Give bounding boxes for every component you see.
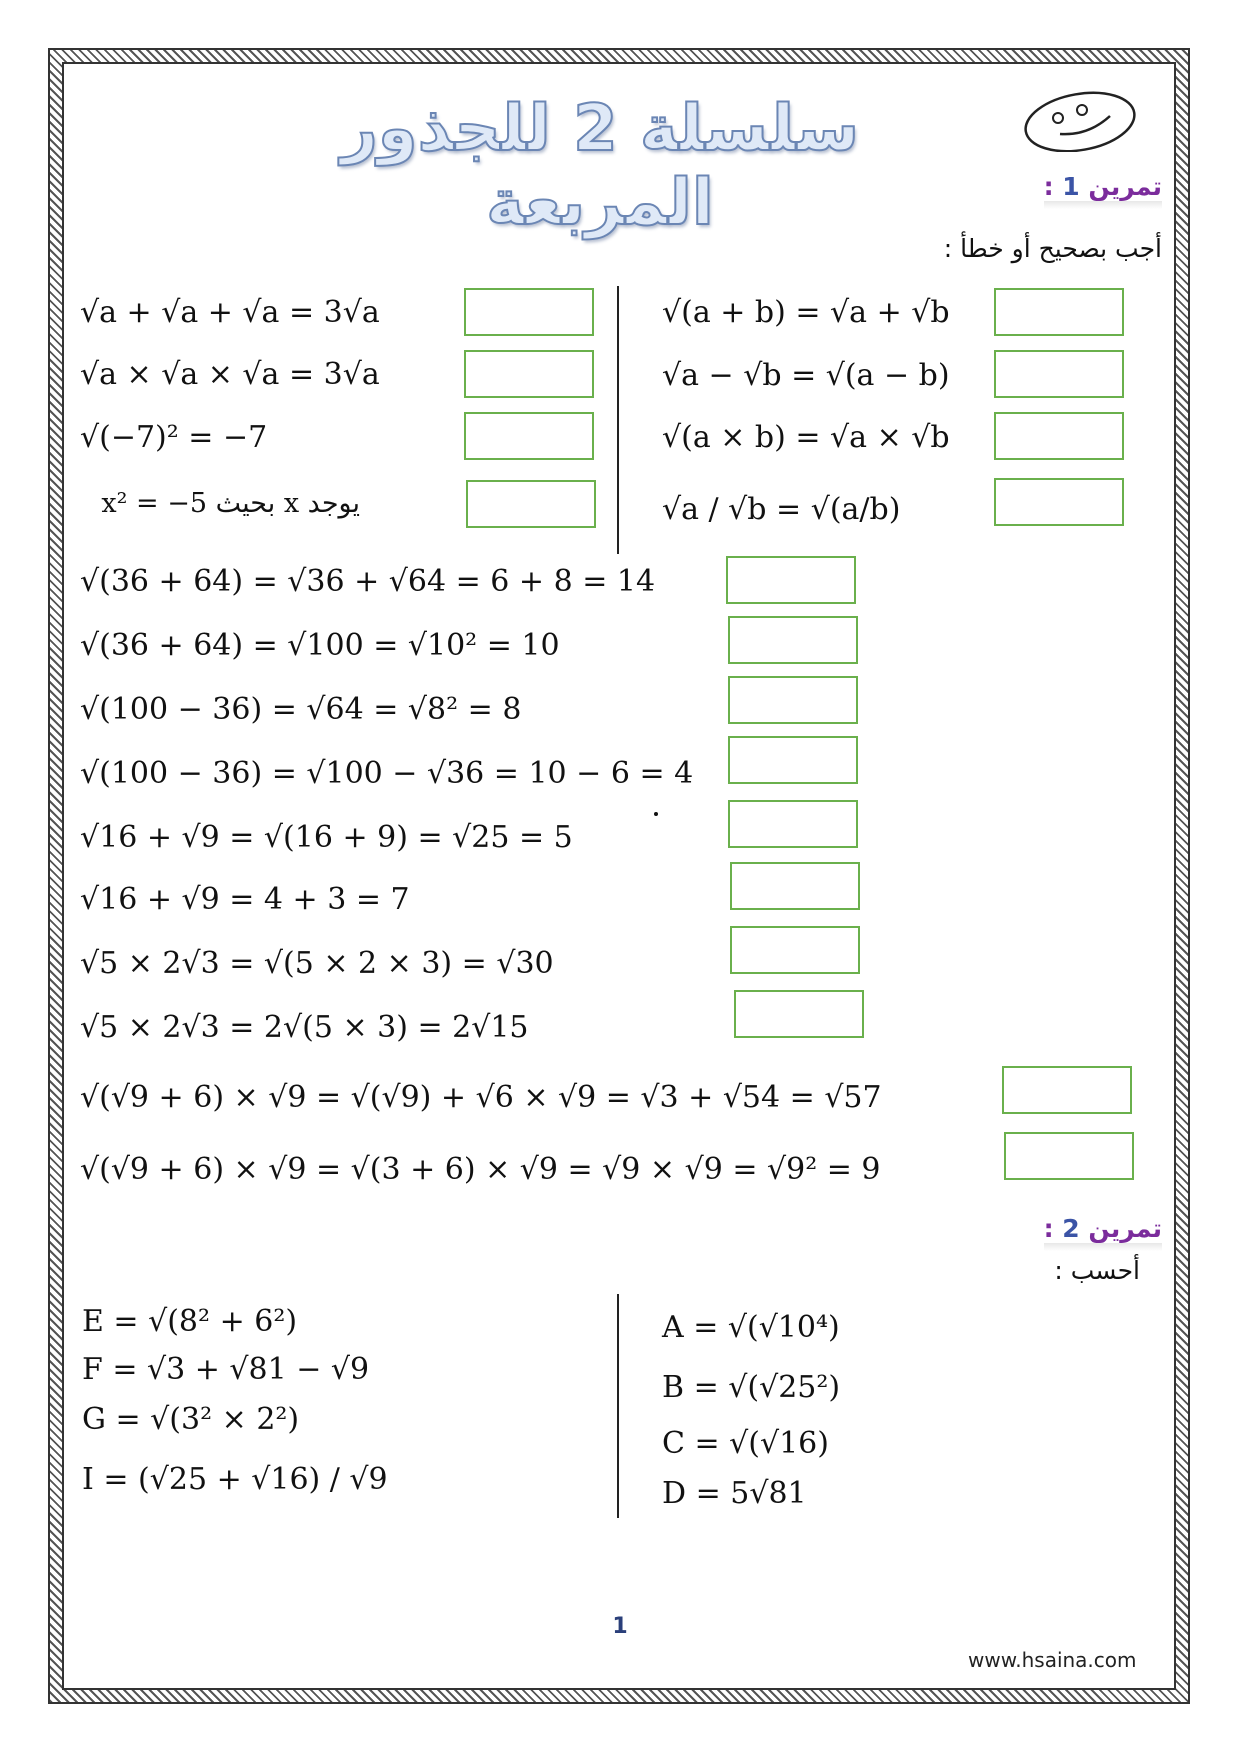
answer-box[interactable] <box>466 480 596 528</box>
exercise-2-left-item-text: I = (√25 + √16) / √9 <box>82 1462 388 1497</box>
exercise-1-full-item <box>80 626 560 666</box>
answer-box[interactable] <box>994 288 1124 336</box>
exercise-2-label: تمرين <box>1088 1214 1162 1243</box>
exercise-1-right-item <box>662 418 950 458</box>
exercise-2-left-item-text: G = √(3² × 2²) <box>82 1402 300 1437</box>
answer-box[interactable] <box>1004 1132 1134 1180</box>
exercise-2-left-item <box>82 1400 299 1440</box>
answer-box[interactable] <box>464 288 594 336</box>
smiley-face-icon <box>1020 88 1140 152</box>
exercise-1-full-item-text: √(36 + 64) = √36 + √64 = 6 + 8 = 14 <box>80 564 656 599</box>
exercise-1-full-item <box>80 754 693 794</box>
heading-underline <box>1044 1243 1162 1251</box>
exercise-2-right-item-text: C = √(√16) <box>662 1426 829 1461</box>
exercise-1-label: تمرين <box>1088 172 1162 201</box>
exercise-1-full-item-text: √(100 − 36) = √100 − √36 = 10 − 6 = 4 <box>80 756 694 791</box>
exercise-1-right-item <box>662 293 950 333</box>
exercise-2-left-item <box>82 1460 388 1500</box>
answer-box[interactable] <box>730 862 860 910</box>
exercise-1-left-item-text: √a + √a + √a = 3√a <box>80 295 380 330</box>
exercise-1-full-item-text: √(√9 + 6) × √9 = √(√9) + √6 × √9 = √3 + √54 = √57 <box>80 1080 882 1115</box>
answer-box[interactable] <box>728 736 858 784</box>
exercise-1-full-item <box>80 1150 881 1190</box>
exercise-1-heading <box>1044 172 1162 201</box>
answer-box[interactable] <box>1002 1066 1132 1114</box>
exercise-1-full-item <box>80 880 410 920</box>
exercise-1-full-item-text: √5 × 2√3 = 2√(5 × 3) = 2√15 <box>80 1010 529 1045</box>
stray-dot <box>654 812 658 816</box>
answer-box[interactable] <box>734 990 864 1038</box>
exercise-1-full-item <box>80 944 554 984</box>
exercise-2-right-item-text: A = √(√10⁴) <box>662 1310 840 1345</box>
exercise-2-right-item <box>662 1424 829 1464</box>
page-number: 1 <box>612 1614 628 1639</box>
exercise-1-right-item <box>662 356 950 396</box>
exercise-1-left-item <box>80 355 380 395</box>
answer-box[interactable] <box>728 676 858 724</box>
column-divider <box>617 286 619 554</box>
exercise-1-left-item <box>80 293 380 333</box>
exercise-2-heading <box>1044 1214 1162 1243</box>
exercise-1-full-item-text: √(100 − 36) = √64 = √8² = 8 <box>80 692 522 727</box>
exercise-1-right-item-text: √(a × b) = √a × √b <box>662 420 950 455</box>
answer-box[interactable] <box>994 412 1124 460</box>
exercise-1-right-item-text: √a / √b = √(a/b) <box>662 492 901 527</box>
exercise-1-full-item <box>80 1008 529 1048</box>
exercise-2-left-item <box>82 1302 297 1342</box>
exercise-2-left-item-text: E = √(8² + 6²) <box>82 1304 298 1339</box>
exercise-1-right-item-text: √a − √b = √(a − b) <box>662 358 950 393</box>
exercise-2-left-item-text: F = √3 + √81 − √9 <box>82 1352 370 1387</box>
exercise-2-right-item-text: D = 5√81 <box>662 1476 807 1511</box>
exercise-1-full-item <box>80 690 521 730</box>
exercise-1-full-item-text: √5 × 2√3 = √(5 × 2 × 3) = √30 <box>80 946 554 981</box>
exercise-1-full-item <box>80 1078 882 1118</box>
exercise-1-full-item <box>80 818 573 858</box>
exercise-2-colon: : <box>1043 1214 1054 1243</box>
answer-box[interactable] <box>726 556 856 604</box>
exercise-1-left-item-text: √(−7)² = −7 <box>80 420 268 455</box>
exercise-2-right-item <box>662 1308 840 1348</box>
exercise-1-full-item-text: √(36 + 64) = √100 = √10² = 10 <box>80 628 560 663</box>
exercise-1-left-item <box>80 418 267 458</box>
answer-box[interactable] <box>464 350 594 398</box>
exercise-2-left-item <box>82 1350 369 1390</box>
answer-box[interactable] <box>730 926 860 974</box>
exercise-1-instruction: أجب بصحيح أو خطأ : <box>943 234 1162 263</box>
exercise-1-left-item-text: √a × √a × √a = 3√a <box>80 357 380 392</box>
exercise-1-full-item <box>80 562 655 602</box>
exercise-2-number: 2 <box>1062 1214 1080 1243</box>
exercise-2-right-item-text: B = √(√25²) <box>662 1370 841 1405</box>
exercise-1-right-item-text: √(a + b) = √a + √b <box>662 295 950 330</box>
answer-box[interactable] <box>994 350 1124 398</box>
exercise-1-number: 1 <box>1062 172 1080 201</box>
answer-box[interactable] <box>994 478 1124 526</box>
answer-box[interactable] <box>464 412 594 460</box>
exercise-1-full-item-text: √(√9 + 6) × √9 = √(3 + 6) × √9 = √9 × √9 = √9² = 9 <box>80 1152 881 1187</box>
exercise-1-left-item <box>80 484 360 524</box>
exercise-1-colon: : <box>1043 172 1054 201</box>
exercise-2-right-item <box>662 1474 807 1514</box>
exercise-1-full-item-text: √16 + √9 = 4 + 3 = 7 <box>80 882 410 917</box>
exercise-2-right-item <box>662 1368 840 1408</box>
exercise-1-left-item-text: يوجد x بحيث x² = −5 <box>101 488 360 519</box>
answer-box[interactable] <box>728 616 858 664</box>
heading-underline <box>1044 201 1162 209</box>
exercise-1-full-item-text: √16 + √9 = √(16 + 9) = √25 = 5 <box>80 820 573 855</box>
exercise-1-right-item <box>662 490 900 530</box>
website-url[interactable]: www.hsaina.com <box>968 1648 1137 1672</box>
exercise-2-instruction: أحسب : <box>1054 1256 1140 1285</box>
answer-box[interactable] <box>728 800 858 848</box>
worksheet-title: سلسلة 2 للجذور المربعة <box>340 92 860 240</box>
column-divider <box>617 1294 619 1518</box>
